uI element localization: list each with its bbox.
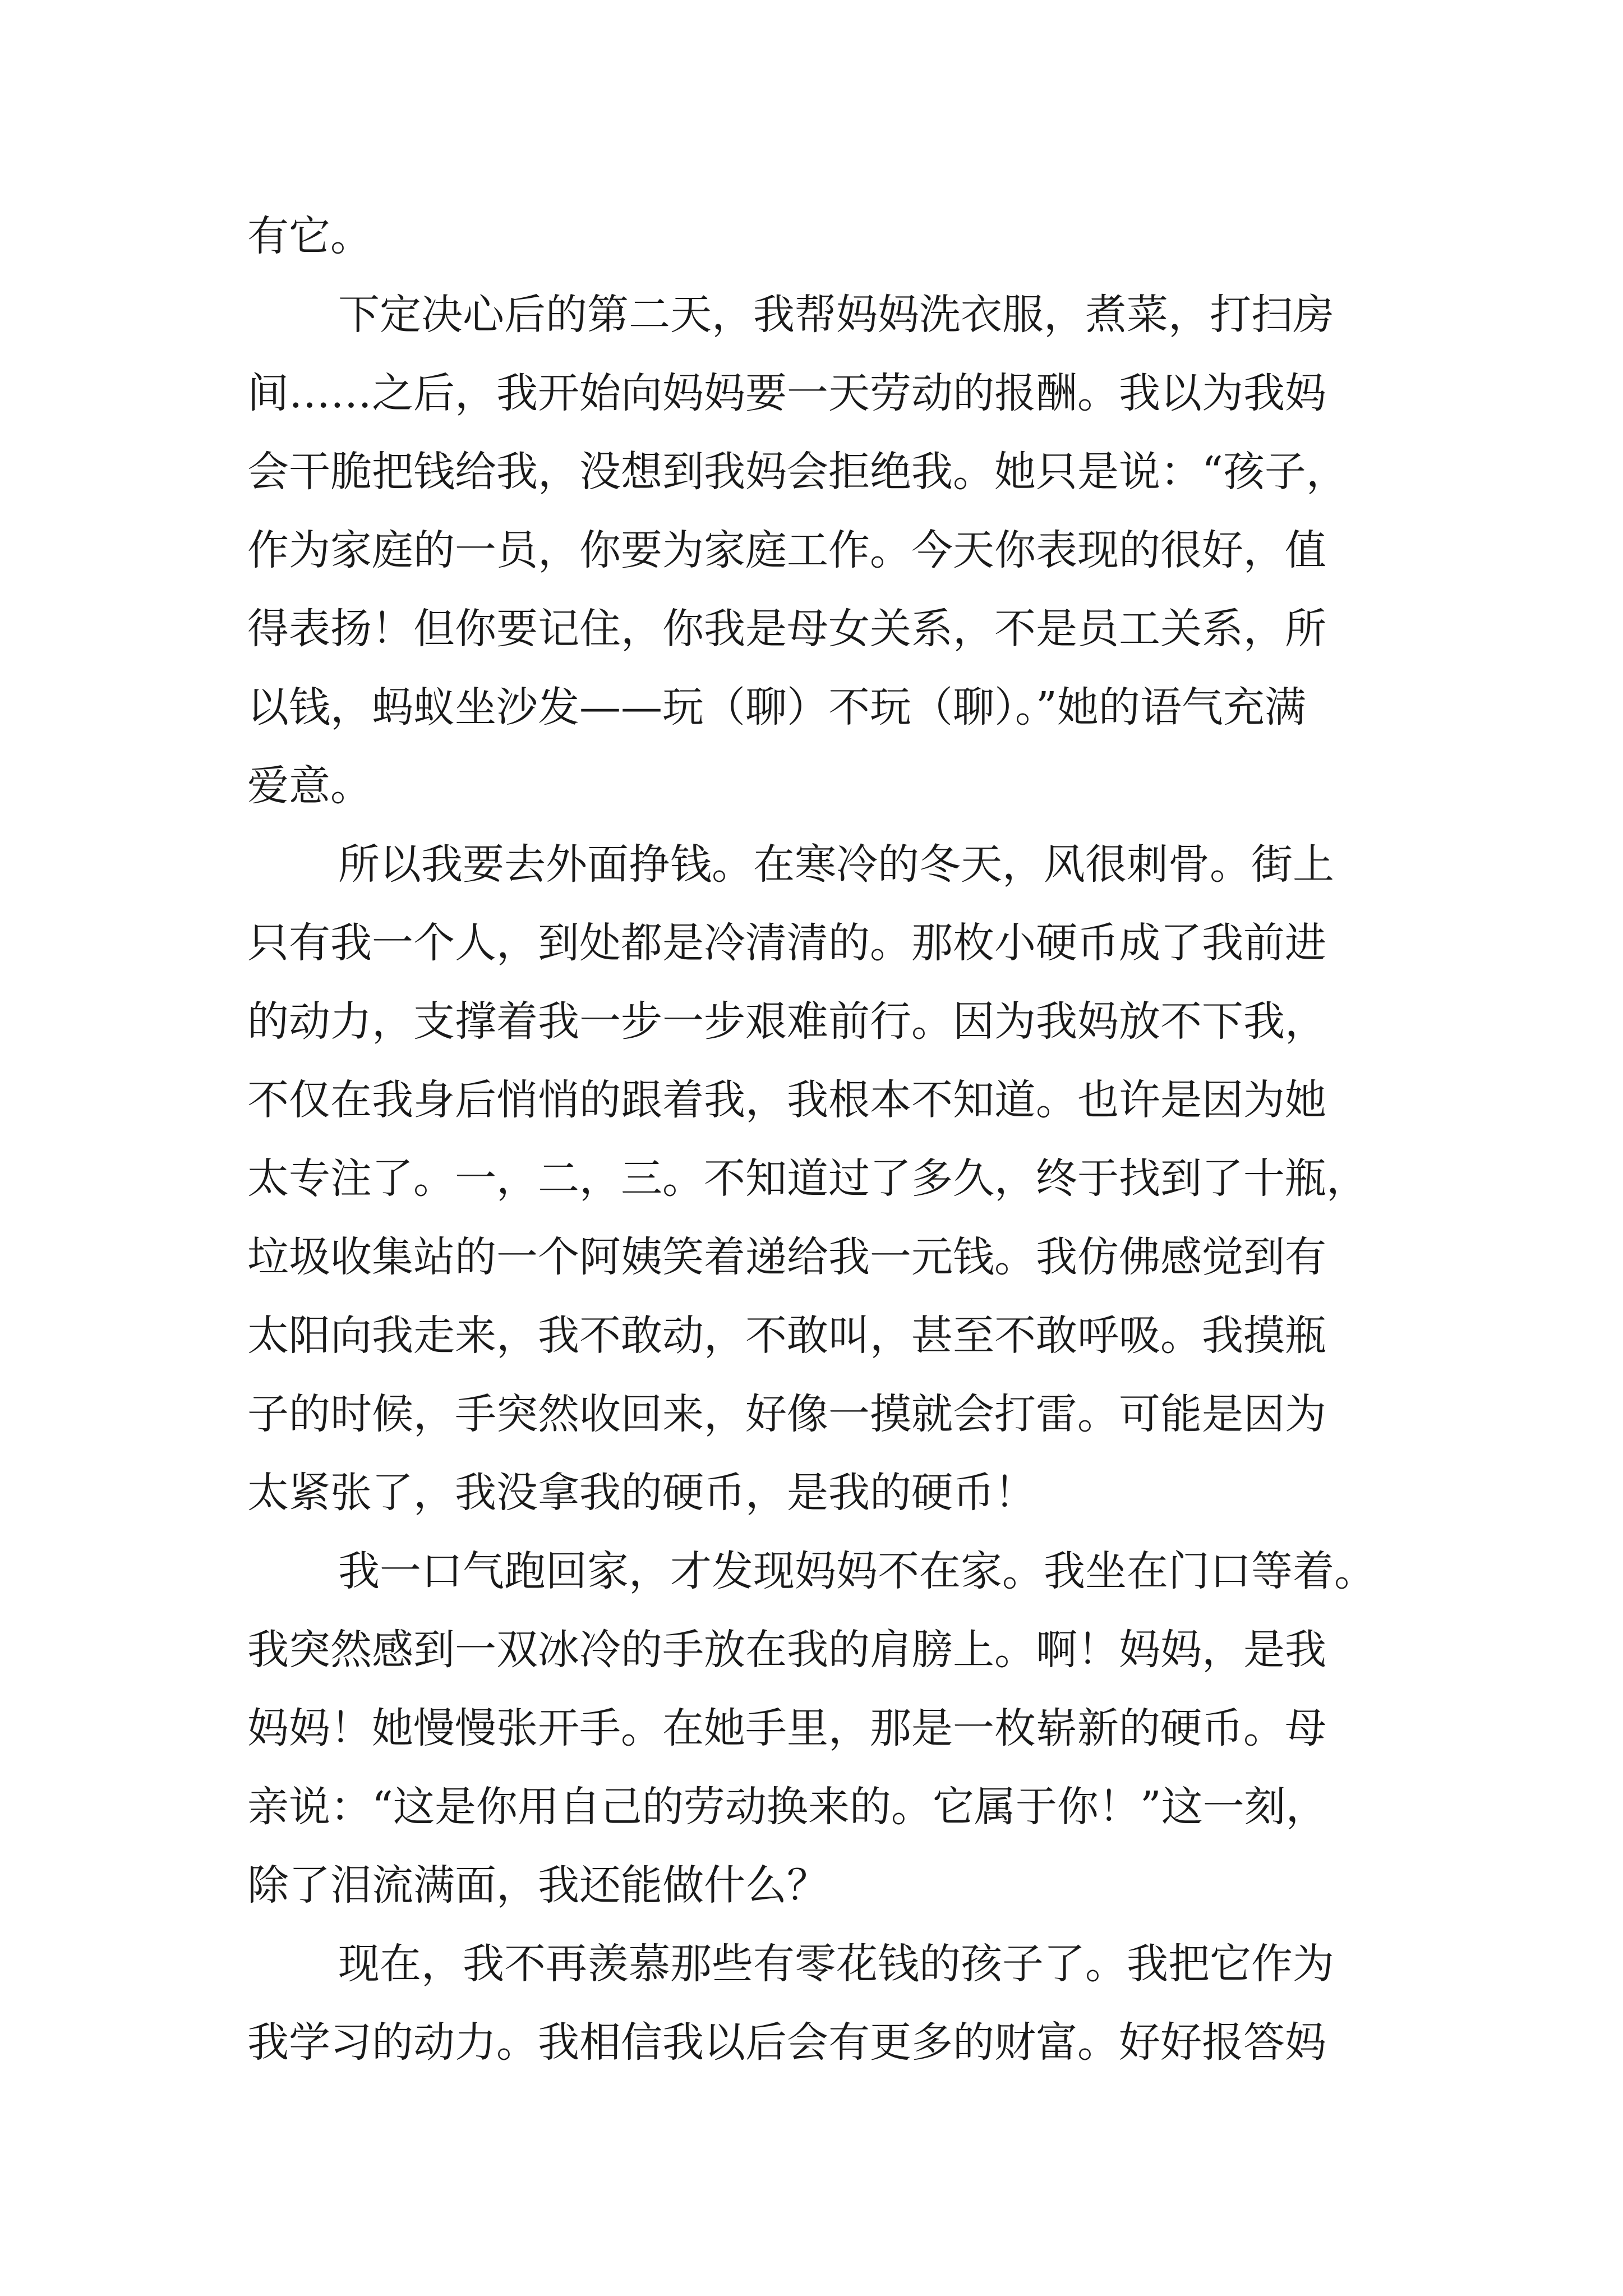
text-line: 以钱，蚂蚁坐沙发——玩（聊）不玩（聊）。”她的语气充满 xyxy=(247,683,1306,731)
text-line: 我一口气跑回家，才发现妈妈不在家。我坐在门口等着。 xyxy=(338,1547,1376,1595)
text-line: 所以我要去外面挣钱。在寒冷的冬天，风很刺骨。街上 xyxy=(338,840,1334,889)
text-line: 我学习的动力。我相信我以后会有更多的财富。好好报答妈 xyxy=(247,2018,1326,2067)
text-line: 作为家庭的一员，你要为家庭工作。今天你表现的很好，值 xyxy=(247,526,1326,574)
text-line: 亲说：“这是你用自己的劳动换来的。它属于你！”这一刻， xyxy=(247,1783,1327,1831)
text-line: 太紧张了，我没拿我的硬币，是我的硬币！ xyxy=(247,1469,1036,1517)
text-line: 不仅在我身后悄悄的跟着我，我根本不知道。也许是因为她 xyxy=(247,1076,1326,1124)
text-line: 的动力，支撑着我一步一步艰难前行。因为我妈放不下我， xyxy=(247,997,1326,1046)
text-line: 只有我一个人，到处都是冷清清的。那枚小硬币成了我前进 xyxy=(247,919,1326,967)
text-line: 太阳向我走来，我不敢动，不敢叫，甚至不敢呼吸。我摸瓶 xyxy=(247,1312,1326,1360)
text-line: 垃圾收集站的一个阿姨笑着递给我一元钱。我仿佛感觉到有 xyxy=(247,1233,1326,1281)
text-line: 现在，我不再羡慕那些有零花钱的孩子了。我把它作为 xyxy=(338,1940,1334,1988)
text-line: 我突然感到一双冰冷的手放在我的肩膀上。啊！妈妈，是我 xyxy=(247,1626,1326,1674)
text-line: 太专注了。一，二，三。不知道过了多久，终于找到了十瓶， xyxy=(247,1154,1368,1203)
text-line: 子的时候，手突然收回来，好像一摸就会打雷。可能是因为 xyxy=(247,1390,1326,1438)
text-line: 爱意。 xyxy=(247,762,372,810)
text-line: 下定决心后的第二天，我帮妈妈洗衣服，煮菜，打扫房 xyxy=(338,291,1334,339)
text-line: 除了泪流满面，我还能做什么？ xyxy=(247,1861,828,1910)
text-line: 得表扬！但你要记住，你我是母女关系，不是员工关系，所 xyxy=(247,605,1326,653)
text-line: 会干脆把钱给我，没想到我妈会拒绝我。她只是说：“孩子， xyxy=(247,448,1348,496)
text-line: 间……之后，我开始向妈妈要一天劳动的报酬。我以为我妈 xyxy=(247,369,1326,417)
text-line: 有它。 xyxy=(247,212,372,260)
text-line: 妈妈！她慢慢张开手。在她手里，那是一枚崭新的硬币。母 xyxy=(247,1704,1326,1752)
